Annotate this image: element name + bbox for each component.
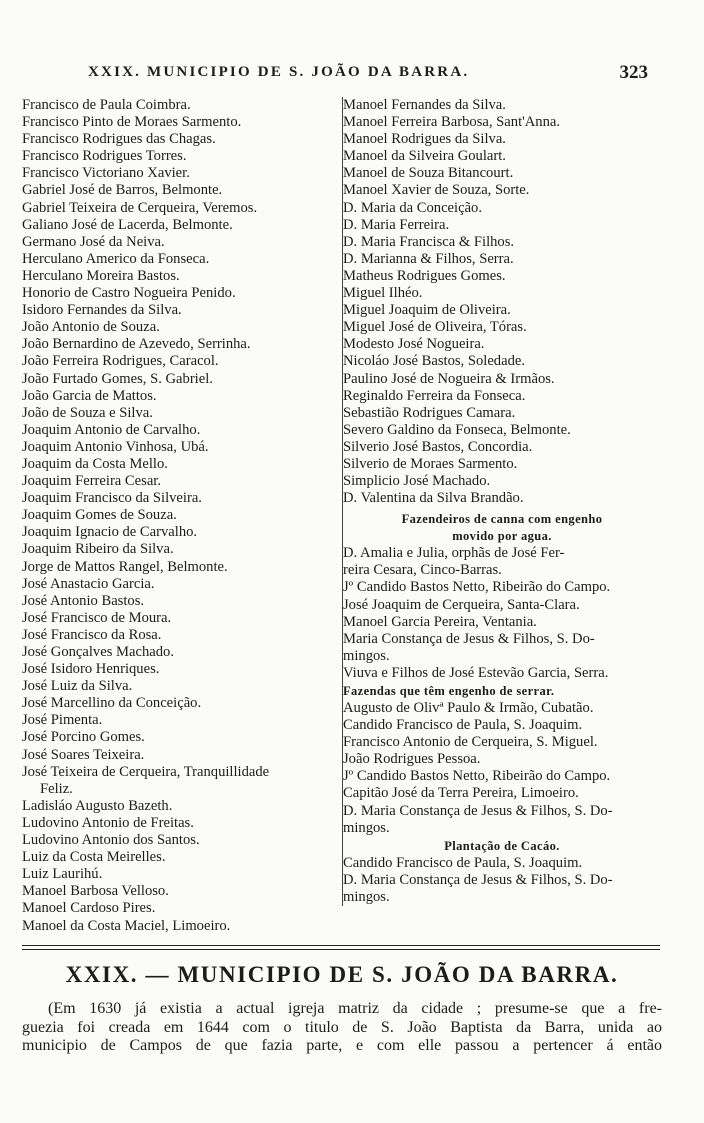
list-item: Paulino José de Nogueira & Irmãos.	[343, 370, 555, 387]
list-item: mingos.	[343, 888, 390, 905]
list-item: João de Souza e Silva.	[22, 404, 153, 421]
list-item: Jº Candido Bastos Netto, Ribeirão do Campo.	[343, 579, 611, 596]
list-item: Manoel Barbosa Velloso.	[22, 883, 169, 900]
list-item: João Antonio de Souza.	[22, 319, 160, 336]
list-item: Joaquim da Costa Mello.	[22, 455, 168, 472]
section-heading-cacao: Plantação de Cacáo.	[444, 838, 560, 853]
list-item: Manoel Garcia Pereira, Ventania.	[343, 613, 537, 630]
list-item: Gabriel José de Barros, Belmonte.	[22, 182, 223, 199]
list-item: Joaquim Antonio Vinhosa, Ubá.	[22, 438, 209, 455]
right-column	[342, 97, 661, 906]
list-item: Germano José da Neiva.	[22, 233, 165, 250]
list-item: Galiano José de Lacerda, Belmonte.	[22, 216, 233, 233]
list-item: Manoel Fernandes da Silva.	[343, 97, 506, 113]
list-item: Manoel Cardoso Pires.	[22, 900, 156, 917]
list-item: José Francisco da Rosa.	[22, 626, 162, 643]
list-item: João Rodrigues Pessoa.	[343, 751, 481, 768]
section-heading-serrar: Fazendas que têm engenho de serrar.	[343, 684, 555, 698]
list-item: Francisco Rodrigues das Chagas.	[22, 131, 216, 148]
list-item: Joaquim Antonio de Carvalho.	[22, 421, 201, 438]
list-item: reira Cesara, Cinco-Barras.	[343, 562, 502, 579]
list-item: Candido Francisco de Paula, S. Joaquim.	[343, 717, 583, 734]
list-item: Miguel Joaquim de Oliveira.	[343, 302, 511, 319]
list-item: José Luiz da Silva.	[22, 678, 133, 695]
paragraph-line: guezia foi creada em 1644 com o titulo de S. João Baptista da Barra, unida ao	[22, 1018, 662, 1036]
list-item: Joaquim Ferreira Cesar.	[22, 473, 162, 490]
section-paragraph	[22, 1000, 662, 1056]
list-item: D. Maria Constança de Jesus & Filhos, S. Do-	[343, 871, 613, 888]
list-item: Manoel da Silveira Goulart.	[343, 148, 506, 165]
list-item: Manoel Rodrigues da Silva.	[343, 131, 506, 148]
list-item: Honorio de Castro Nogueira Penido.	[22, 285, 236, 302]
list-item: Joaquim Ignacio de Carvalho.	[22, 524, 198, 541]
list-item: João Furtado Gomes, S. Gabriel.	[22, 370, 213, 387]
list-item: Manoel da Costa Maciel, Limoeiro.	[22, 917, 231, 934]
list-item: D. Amalia e Julia, orphãs de José Fer-	[343, 545, 565, 562]
list-item: Silverio José Bastos, Concordia.	[343, 438, 533, 455]
list-item: D. Maria da Conceição.	[343, 199, 482, 216]
list-item: Francisco Pinto de Moraes Sarmento.	[22, 114, 242, 131]
list-item: João Garcia de Mattos.	[22, 387, 157, 404]
list-item: Manoel Ferreira Barbosa, Sant'Anna.	[343, 114, 561, 131]
list-item: José Teixeira de Cerqueira, Tranquillidade	[22, 763, 270, 780]
list-item: José Anastacio Garcia.	[22, 575, 155, 592]
list-item: Joaquim Francisco da Silveira.	[22, 490, 202, 507]
divider-rule-top	[22, 945, 660, 946]
list-item: Capitão José da Terra Pereira, Limoeiro.	[343, 785, 579, 802]
list-item: Miguel Ilhéo.	[343, 285, 423, 302]
list-item: mingos.	[343, 647, 390, 664]
page-number: 323	[619, 62, 648, 83]
list-item: Candido Francisco de Paula, S. Joaquim.	[343, 854, 583, 871]
list-item: Simplicio José Machado.	[343, 473, 491, 490]
list-item: José Francisco de Moura.	[22, 609, 172, 626]
list-item: José Joaquim de Cerqueira, Santa-Clara.	[343, 596, 580, 613]
list-item: Modesto José Nogueira.	[343, 336, 485, 353]
list-item: Augusto de Olivª Paulo & Irmão, Cubatão.	[343, 700, 594, 716]
list-item: mingos.	[343, 819, 390, 836]
list-item: D. Maria Constança de Jesus & Filhos, S. Do-	[343, 802, 613, 819]
list-item: Viuva e Filhos de José Estevão Garcia, Serra.	[343, 664, 609, 681]
list-item: Miguel José de Oliveira, Tóras.	[343, 319, 527, 336]
page-header	[0, 62, 704, 90]
list-item: Nicoláo José Bastos, Soledade.	[343, 353, 525, 370]
list-item: José Porcino Gomes.	[22, 729, 145, 746]
list-item: Jº Candido Bastos Netto, Ribeirão do Campo.	[343, 768, 611, 785]
list-item: José Gonçalves Machado.	[22, 644, 174, 660]
list-item: João Bernardino de Azevedo, Serrinha.	[22, 336, 251, 353]
list-item: Gabriel Teixeira de Cerqueira, Veremos.	[22, 199, 258, 216]
serrar-list	[343, 700, 661, 837]
cacao-list	[343, 855, 661, 906]
list-item: José Antonio Bastos.	[22, 592, 145, 609]
list-item: Matheus Rodrigues Gomes.	[343, 267, 506, 284]
list-item: José Pimenta.	[22, 712, 103, 729]
section-heading-canna: Fazendeiros de canna com engenho	[401, 512, 603, 527]
list-item: Luiz da Costa Meirelles.	[22, 849, 166, 866]
list-item: Ludovino Antonio de Freitas.	[22, 814, 194, 831]
list-item: Feliz.	[40, 780, 73, 797]
paragraph-line: municipio de Campos de que fazia parte, e com elle passou a pertencer á então	[22, 1037, 662, 1054]
list-item: Manoel de Souza Bitancourt.	[343, 165, 514, 182]
list-item: D. Valentina da Silva Brandão.	[343, 490, 524, 507]
list-item: D. Marianna & Filhos, Serra.	[343, 250, 514, 267]
list-item: Reginaldo Ferreira da Fonseca.	[343, 387, 526, 404]
list-item: D. Maria Ferreira.	[343, 216, 450, 233]
list-item: João Ferreira Rodrigues, Caracol.	[22, 353, 219, 370]
left-column	[22, 97, 338, 935]
list-item: Francisco Victoriano Xavier.	[22, 165, 190, 182]
list-item: Jorge de Mattos Rangel, Belmonte.	[22, 558, 228, 575]
list-item: Sebastião Rodrigues Camara.	[343, 404, 516, 421]
list-item: Ladisláo Augusto Bazeth.	[22, 797, 173, 814]
paragraph-line: (Em 1630 já existia a actual igreja matriz da cidade ; presume-se que a fre-	[48, 1000, 662, 1017]
list-item: Francisco de Paula Coimbra.	[22, 97, 191, 113]
divider-rule-bottom	[22, 949, 660, 950]
list-item: Francisco Antonio de Cerqueira, S. Miguel.	[343, 734, 598, 751]
running-title: XXIX. MUNICIPIO DE S. JOÃO DA BARRA.	[88, 64, 470, 80]
list-item: José Soares Teixeira.	[22, 746, 145, 763]
list-item: Herculano Americo da Fonseca.	[22, 250, 210, 267]
canna-list	[343, 545, 661, 682]
list-item: Maria Constança de Jesus & Filhos, S. Do-	[343, 630, 595, 647]
section-heading-canna-line2: movido por agua.	[452, 529, 552, 544]
list-item: Francisco Rodrigues Torres.	[22, 148, 187, 165]
list-item: Herculano Moreira Bastos.	[22, 267, 180, 284]
list-item: Ludovino Antonio dos Santos.	[22, 832, 200, 849]
list-item: Isidoro Fernandes da Silva.	[22, 302, 182, 319]
list-item: D. Maria Francisca & Filhos.	[343, 233, 515, 250]
list-item: José Marcellino da Conceição.	[22, 695, 202, 712]
list-item: José Isidoro Henriques.	[22, 661, 160, 678]
right-names-list	[343, 97, 661, 507]
list-item: Severo Galdino da Fonseca, Belmonte.	[343, 421, 571, 438]
list-item: Joaquim Ribeiro da Silva.	[22, 541, 174, 558]
list-item: Luiz Laurihú.	[22, 866, 103, 883]
list-item: Manoel Xavier de Souza, Sorte.	[343, 182, 530, 199]
list-item: Silverio de Moraes Sarmento.	[343, 455, 518, 472]
section-title: XXIX. — MUNICIPIO DE S. JOÃO DA BARRA.	[65, 962, 619, 987]
list-item: Joaquim Gomes de Souza.	[22, 507, 177, 524]
